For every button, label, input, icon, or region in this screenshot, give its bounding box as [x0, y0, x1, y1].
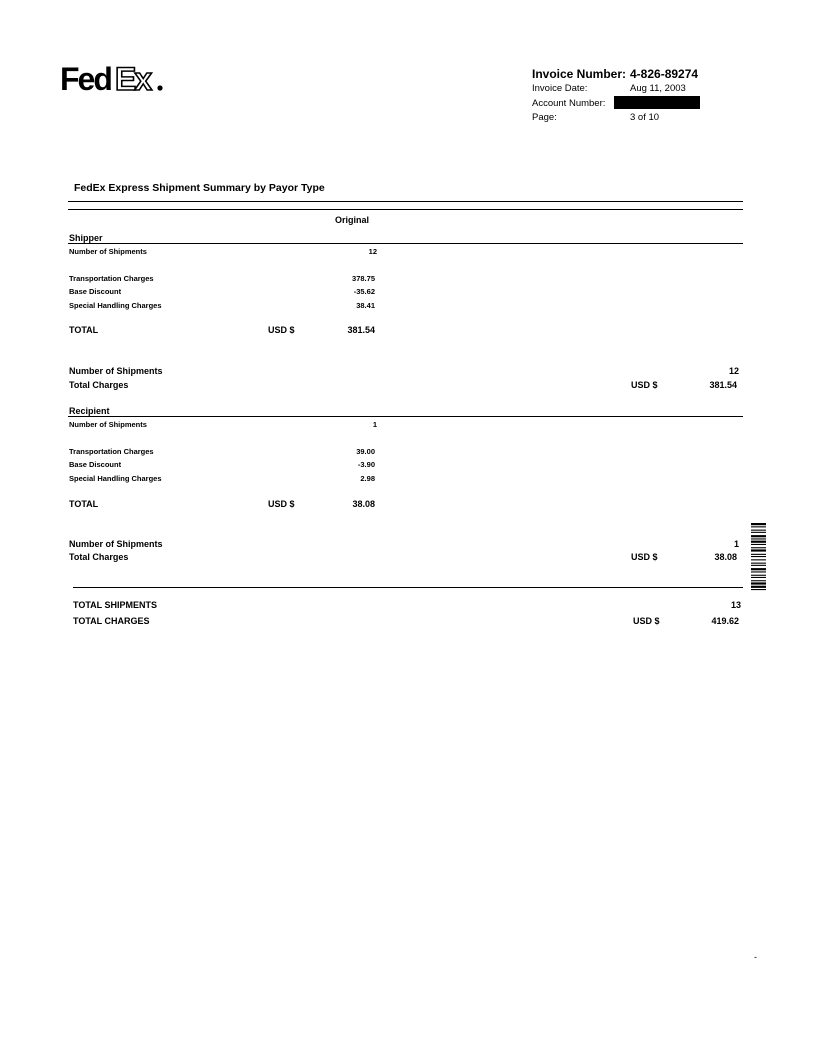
- page-number: 3 of 10: [630, 112, 660, 123]
- shipper-line-value: -35.62: [353, 287, 375, 296]
- recipient-summary-shipments-label: Number of Shipments: [69, 539, 163, 549]
- recipient-line-value: 2.98: [360, 474, 375, 483]
- shipper-summary-shipments-label: Number of Shipments: [69, 366, 163, 376]
- shipper-line-value: 38.41: [356, 301, 375, 310]
- shipper-total-currency: USD $: [268, 325, 295, 335]
- invoice-number-label: Invoice Number:: [532, 67, 627, 81]
- invoice-date: Aug 11, 2003: [630, 83, 686, 94]
- shipper-total-label: TOTAL: [69, 325, 99, 335]
- svg-text:Ex: Ex: [115, 61, 151, 97]
- recipient-line-label: Special Handling Charges: [69, 474, 162, 483]
- recipient-line-label: Base Discount: [69, 460, 122, 469]
- recipient-shipments-label: Number of Shipments: [69, 420, 147, 429]
- section-name-recipient: Recipient: [69, 406, 110, 416]
- account-number-label: Account Number:: [532, 98, 606, 109]
- recipient-line-value: -3.90: [357, 460, 375, 469]
- shipper-line-label: Base Discount: [69, 287, 122, 296]
- title-rule-bottom: [68, 209, 743, 210]
- barcode-icon: [751, 523, 766, 623]
- shipper-total-value: 381.54: [347, 325, 375, 335]
- shipper-shipments-value: 12: [368, 247, 377, 256]
- recipient-line-value: 39.00: [356, 447, 375, 456]
- shipper-line-label: Special Handling Charges: [69, 301, 162, 310]
- recipient-shipments-value: 1: [372, 420, 377, 429]
- recipient-total-currency: USD $: [268, 499, 295, 509]
- grand-total-rule: [73, 587, 743, 588]
- fedex-logo: [60, 60, 170, 100]
- recipient-summary-charges-value: 38.08: [714, 552, 737, 562]
- recipient-total-label: TOTAL: [69, 499, 99, 509]
- grand-total-charges-label: TOTAL CHARGES: [73, 616, 150, 626]
- grand-total-charges-value: 419.62: [711, 616, 739, 626]
- page-label: Page:: [532, 112, 557, 123]
- column-header-original: Original: [335, 215, 370, 225]
- section-name-shipper: Shipper: [69, 233, 103, 243]
- section-rule: [68, 416, 743, 417]
- shipper-summary-charges-value: 381.54: [709, 380, 737, 390]
- footer-mark: -: [754, 952, 757, 962]
- recipient-summary-shipments-value: 1: [733, 539, 739, 549]
- grand-total-shipments-value: 13: [730, 600, 741, 610]
- shipper-shipments-label: Number of Shipments: [69, 247, 147, 256]
- recipient-summary-currency: USD $: [631, 552, 658, 562]
- invoice-number: 4-826-89274: [630, 67, 699, 81]
- shipper-summary-charges-label: Total Charges: [69, 380, 129, 390]
- account-number-redaction: [614, 96, 700, 109]
- title-rule-top: [68, 201, 743, 202]
- shipper-summary-currency: USD $: [631, 380, 658, 390]
- shipper-line-label: Transportation Charges: [69, 274, 154, 283]
- grand-total-shipments-label: TOTAL SHIPMENTS: [73, 600, 158, 610]
- svg-text:Fed: Fed: [60, 61, 111, 97]
- page-title: FedEx Express Shipment Summary by Payor Type: [74, 182, 325, 194]
- recipient-summary-charges-label: Total Charges: [69, 552, 129, 562]
- section-rule: [68, 243, 743, 244]
- invoice-date-label: Invoice Date:: [532, 83, 588, 94]
- grand-total-currency: USD $: [633, 616, 660, 626]
- recipient-line-label: Transportation Charges: [69, 447, 154, 456]
- recipient-total-value: 38.08: [352, 499, 375, 509]
- shipper-line-value: 378.75: [352, 274, 375, 283]
- shipper-summary-shipments-value: 12: [728, 366, 739, 376]
